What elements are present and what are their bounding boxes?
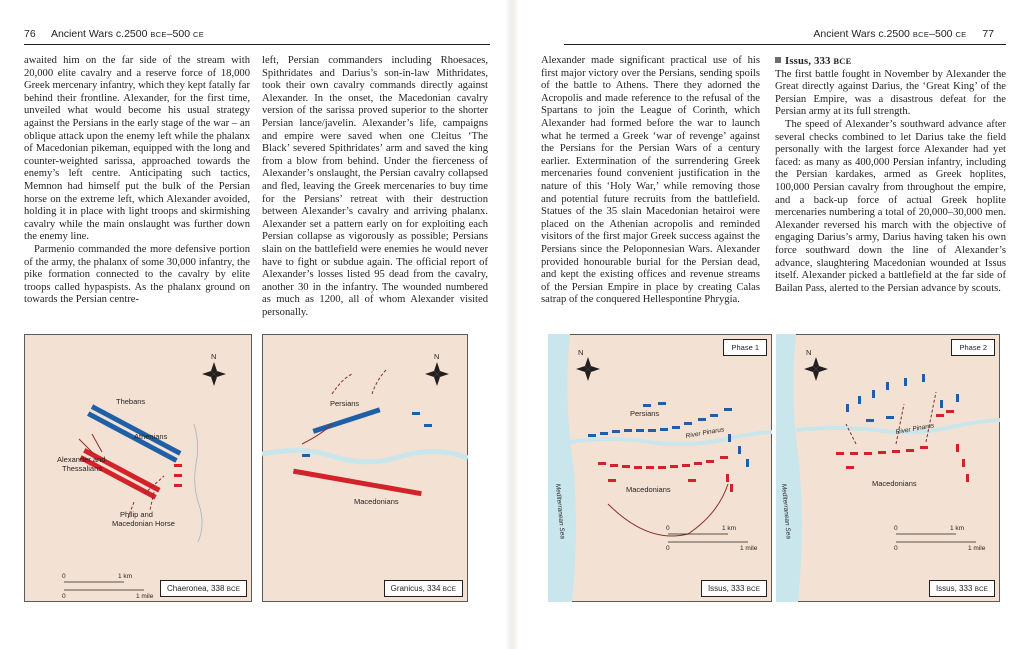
svg-text:Macedonian Horse: Macedonian Horse [112, 519, 175, 528]
right-running-title: Ancient Wars c.2500 [813, 28, 913, 40]
label-river: River Pinarus [685, 426, 725, 440]
svg-text:0: 0 [666, 545, 670, 552]
map-chaeronea [24, 334, 252, 602]
left-head-rule [24, 44, 490, 45]
svg-text:1 km: 1 km [722, 525, 737, 532]
svg-text:0: 0 [894, 545, 898, 552]
bullet-square-icon [775, 57, 781, 63]
map-caption: Granicus, 334 BCE [384, 580, 463, 597]
label-macedonians: Macedonians [626, 485, 671, 494]
label-thebans: Thebans [116, 397, 146, 406]
label-alexander: Alexander and [57, 455, 106, 464]
svg-text:1 km: 1 km [118, 573, 133, 580]
map-caption: Chaeronea, 338 BCE [160, 580, 247, 597]
label-persians: Persians [630, 409, 660, 418]
phase-label: Phase 1 [723, 339, 767, 356]
paragraph: The first battle fought in November by Alexander the Great directly against Darius, the ‘Great King’ of the Persian Empire, was a disastrous defeat for the Persian army at its full strength. [775, 68, 1006, 118]
svg-text:N: N [578, 348, 584, 357]
paragraph: Parmenio commanded the more defensive portion of the army, the phalanx of some 30,000 infantry, the pike formation connected to the cavalry by elite troops called hypaspists. As the phalanx ground on towards the Persian centre- [24, 243, 250, 306]
svg-text:0: 0 [62, 573, 66, 580]
svg-text:1 mile: 1 mile [968, 545, 986, 552]
label-sea: Mediterranean Sea [780, 483, 792, 540]
left-column-1 [24, 55, 250, 307]
map-granicus [262, 334, 468, 602]
left-running-head: 76 Ancient Wars c.2500 BCE–500 CE [24, 28, 205, 40]
right-page-number: 77 [982, 28, 994, 40]
label-river: River Pinarus [895, 422, 935, 436]
map-issus-phase-2 [776, 334, 1000, 602]
svg-text:N: N [434, 352, 440, 361]
paragraph: left, Persian commanders including Rhoesaces, Spithridates and Darius’s son-in-law Mithridates, took their own cavalry commands directly against Alexander. In the onset, the Macedonian cavalry version of the sarissa proved superior to the shorter Persian lance/javelin. Alexander’s life, campaigns and empire were saved when one Cleitus ‘The Black’ severed Spithridates’ arm and saved the king from a blow from behind. Under the fierceness of Alexander’s onslaught, the Persian cavalry collapsed and fled, leaving the Greek mercenaries to buy time for the Persians’ retreat with their destruction between Alexander’s cavalry and arriving phalanx. Alexander set a pattern early on for exploiting each Persian collapse as vigorously as possible; Persians slain on the battlefield were enemies he would never have to fight or subdue again. The official report of Alexander’s losses listed 95 dead from the cavalry, another 30 in the infantry. The wounded numbered as much as 1200, all of whom Alexander visited personally. [262, 55, 488, 318]
svg-text:0: 0 [894, 525, 898, 532]
label-macedonians: Macedonians [872, 479, 917, 488]
map-caption: Issus, 333 BCE [929, 580, 995, 597]
label-sea: Mediterranean Sea [554, 483, 566, 540]
label-macedonians: Macedonians [354, 497, 399, 506]
paragraph: The speed of Alexander’s southward advance after several checks combined to let Darius take the field personally with the largest force Alexander had yet faced: as many as 400,000 Persian infantry, including the Persian kardakes, armed as Greek hoplites, 100,000 Persian cavalry from throughout the empire, and a back-up force of actual Greek hoplite mercenaries numbering a total of 20,000–30,000 men. Alexander reversed his march with the objective of engaging Darius’s army, Darius having taken his own force southward down the line of Alexander’s advance, slaughtering Macedonian wounded at Issus itself. Alexander picked a battlefield at the far side of Bailan Pass, alerted to the Persian advance by scouts. [775, 118, 1006, 294]
section-heading-issus: Issus, 333 BCE [775, 55, 1006, 69]
svg-text:N: N [806, 348, 812, 357]
label-persians: Persians [330, 399, 360, 408]
map-issus-phase-1 [548, 334, 772, 602]
svg-text:0: 0 [62, 593, 66, 600]
svg-text:0: 0 [666, 525, 670, 532]
paragraph: Alexander made significant practical use of his first major victory over the Persians, sending spoils of the battle to Athens. There they adorned the Acropolis and made reference to the refusal of the Spartans to join the League of Corinth, which Alexander had formed before the war to launch what he termed a Greek ‘war of revenge’ against the Persians for the Persian Wars of a century earlier. Extermination of the surrendering Greek mercenaries found convenient justification in the nature of this ‘Holy War,’ while removing those and potential future recruits from the battlefield. Statues of the 35 slain Macedonian hetairoi were placed on the Athenian acropolis and reminded visitors of the first major Greek success against the Persians since the Peloponnesian Wars. Alexander provided honourable burial for the Persian dead, and kept the existing offices and revenue streams of the Persian Empire in place by creating Calas satrap of the conquered Hellespontine Phrygia. [541, 55, 760, 306]
right-column-2 [775, 55, 1006, 295]
left-column-2 [262, 55, 488, 319]
svg-text:1 km: 1 km [950, 525, 965, 532]
svg-text:N: N [211, 352, 217, 361]
paragraph: awaited him on the far side of the stream with 20,000 elite cavalry and a reserve force of 18,000 Greek mercenary infantry, which they kept fatally far behind their frontline. Alexander, for the first time, unveiled what would become his usual strategy against the Persians in the early stage of the war – an oblique attack upon the enemy left while the phalanx of Macedonian pikeman, equipped with the long and counter-weighted sarissa, approached towards the enemy’s left centre. Anticipating such tactics, Memnon had himself put the bulk of the Persian horse on the extreme left, which Alexander avoided, holding it in place with light troops and skirmishing cavalry while the main onslaught was further down the enemy line. [24, 55, 250, 243]
svg-text:1 mile: 1 mile [136, 593, 154, 600]
right-head-rule [564, 44, 1006, 45]
right-running-head: Ancient Wars c.2500 BCE–500 CE 77 [813, 28, 994, 40]
phase-label: Phase 2 [951, 339, 995, 356]
right-column-1 [541, 55, 760, 307]
label-philip: Philip and [120, 510, 153, 519]
left-running-title: Ancient Wars c.2500 [50, 28, 151, 40]
svg-text:1 mile: 1 mile [740, 545, 758, 552]
right-page [512, 0, 1024, 649]
label-athenians: Athenians [134, 432, 168, 441]
svg-text:Thessalians: Thessalians [62, 464, 103, 473]
left-page-number: 76 [24, 28, 36, 40]
map-caption: Issus, 333 BCE [701, 580, 767, 597]
